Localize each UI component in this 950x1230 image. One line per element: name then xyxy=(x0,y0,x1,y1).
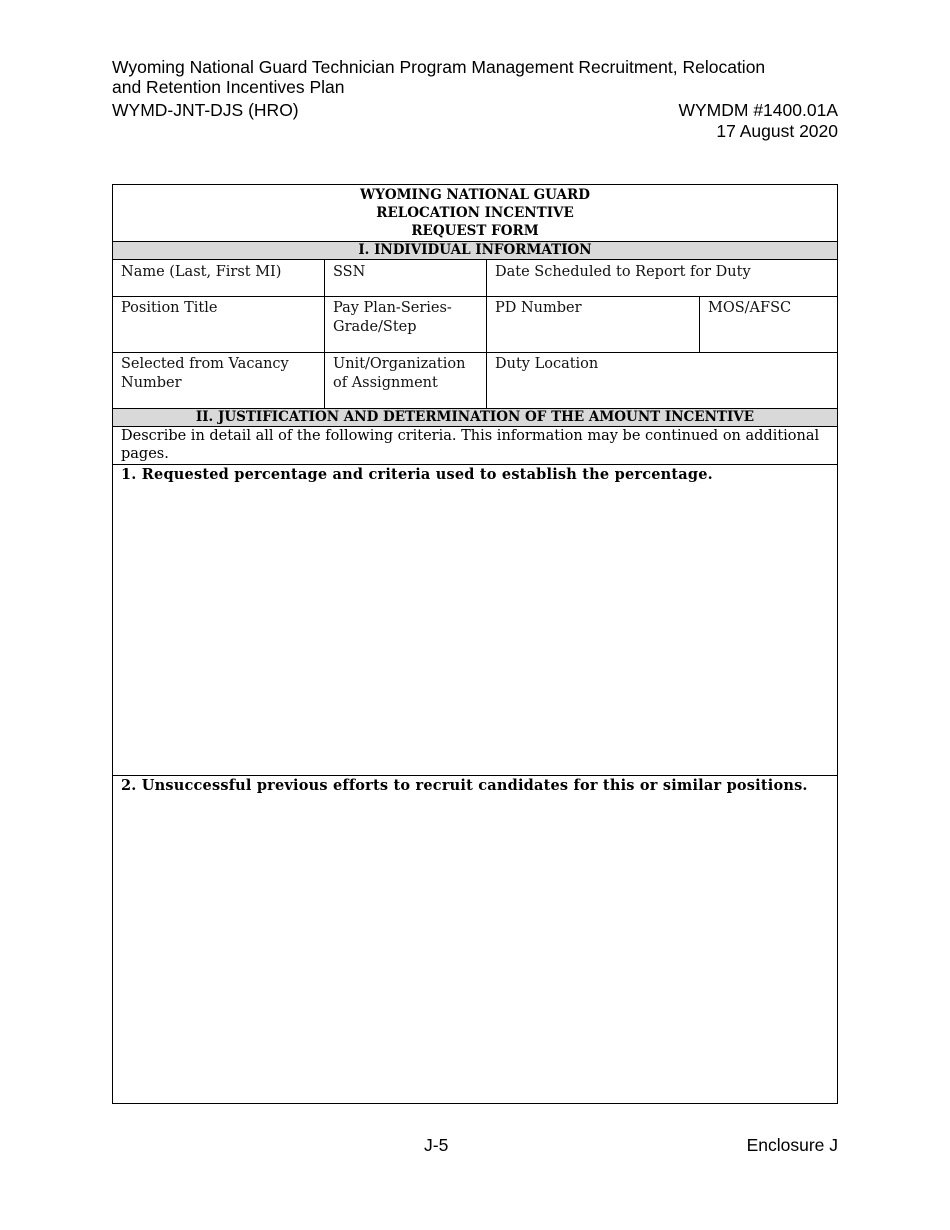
form-title-line-3: REQUEST FORM xyxy=(411,223,539,239)
field-pd-number[interactable]: PD Number xyxy=(495,300,582,316)
document-header-title xyxy=(112,57,765,97)
section-1-heading: I. INDIVIDUAL INFORMATION xyxy=(113,241,837,260)
header-date: 17 August 2020 xyxy=(716,121,838,141)
field-unit-organization[interactable]: Unit/Organization of Assignment xyxy=(333,356,466,391)
header-office-code: WYMD-JNT-DJS (HRO) xyxy=(112,100,299,120)
relocation-incentive-request-form xyxy=(112,184,838,1104)
header-title-line-1: Wyoming National Guard Technician Program Management Recruitment, Relocation xyxy=(112,57,766,77)
field-pay-plan[interactable]: Pay Plan-Series-Grade/Step xyxy=(333,300,452,335)
form-title-line-2: RELOCATION INCENTIVE xyxy=(376,205,574,221)
header-title-line-2: and Retention Incentives Plan xyxy=(112,77,345,97)
field-report-date[interactable]: Date Scheduled to Report for Duty xyxy=(495,264,751,280)
field-position-title[interactable]: Position Title xyxy=(121,300,218,316)
page-number: J-5 xyxy=(424,1135,449,1155)
header-document-number: WYMDM #1400.01A xyxy=(678,100,838,120)
form-title xyxy=(113,185,837,241)
question-1-response-area[interactable] xyxy=(113,465,837,775)
section-2-heading: II. JUSTIFICATION AND DETERMINATION OF THE AMOUNT INCENTIVE xyxy=(113,408,837,427)
field-name[interactable]: Name (Last, First MI) xyxy=(121,264,282,280)
enclosure-label: Enclosure J xyxy=(746,1135,838,1155)
field-ssn[interactable]: SSN xyxy=(333,264,366,280)
form-title-line-1: WYOMING NATIONAL GUARD xyxy=(360,187,590,203)
field-vacancy-number[interactable]: Selected from Vacancy Number xyxy=(121,356,289,391)
question-2-response-area[interactable] xyxy=(113,776,837,1102)
question-1-label: 1. Requested percentage and criteria used to establish the percentage. xyxy=(121,466,713,483)
field-mos-afsc[interactable]: MOS/AFSC xyxy=(708,300,792,316)
field-duty-location[interactable]: Duty Location xyxy=(495,356,599,372)
section-2-instructions: Describe in detail all of the following criteria. This information may be continued on additional pages. xyxy=(121,428,820,462)
question-2-label: 2. Unsuccessful previous efforts to recruit candidates for this or similar positions. xyxy=(121,777,808,794)
